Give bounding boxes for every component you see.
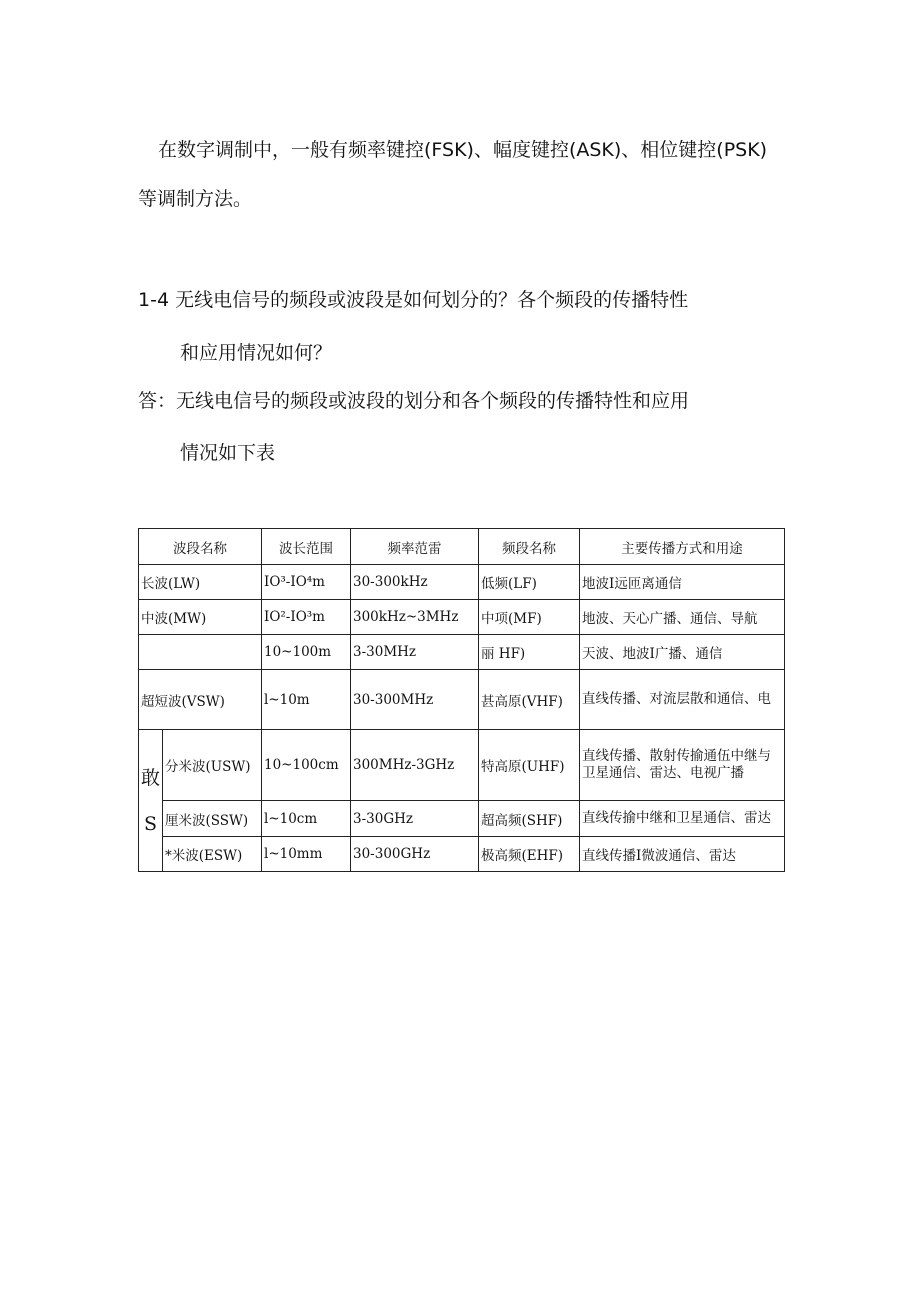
cell-name: *米波(ESW) xyxy=(163,837,262,872)
cell-usage: 直线传揄中继和卫星通信、雷达 xyxy=(580,801,785,837)
intro-line-1: 在数字调制中，一般有频率键控(FSK)、幅度键控(ASK)、相位键控(PSK) xyxy=(158,139,768,161)
cell-name: 中波(MW) xyxy=(139,600,262,635)
cell-band: 中项(MF) xyxy=(479,600,580,635)
table-row xyxy=(139,565,785,600)
header-wavelength: 波长范围 xyxy=(262,529,351,565)
cell-band: 丽 HF) xyxy=(479,635,580,670)
answer-line-1: 答：无线电信号的频段或波段的划分和各个频段的传播特性和应用 xyxy=(138,390,690,412)
table-row xyxy=(139,635,785,670)
cell-usage: 直线传播I微波通信、雷达 xyxy=(580,837,785,872)
cell-band: 甚高原(VHF) xyxy=(479,670,580,730)
group-label-top: 敢 xyxy=(140,766,160,789)
cell-frequency: 3-30MHz xyxy=(351,635,479,670)
cell-frequency: 30-300MHz xyxy=(351,670,479,730)
table-row xyxy=(139,670,785,730)
header-usage: 主要传播方式和用途 xyxy=(580,529,785,565)
cell-frequency: 30-300GHz xyxy=(351,837,479,872)
cell-band: 低频(LF) xyxy=(479,565,580,600)
cell-frequency: 30-300kHz xyxy=(351,565,479,600)
microwave-group-label xyxy=(139,730,163,872)
cell-frequency: 300MHz-3GHz xyxy=(351,730,479,801)
table-row xyxy=(139,837,785,872)
cell-wavelength: 10~100m xyxy=(262,635,351,670)
cell-wavelength: IO³-IO⁴m xyxy=(262,565,351,600)
cell-usage: 直线传播、散射传揄通伍中继与卫星通信、雷达、电视广播 xyxy=(580,730,785,801)
cell-name xyxy=(139,635,262,670)
cell-usage: 地波I远匝离通信 xyxy=(580,565,785,600)
cell-name: 厘米波(SSW) xyxy=(163,801,262,837)
cell-frequency: 300kHz~3MHz xyxy=(351,600,479,635)
cell-usage: 地波、天心广播、通信、导航 xyxy=(580,600,785,635)
cell-band: 特高原(UHF) xyxy=(479,730,580,801)
cell-usage: 直线传播、对流层散和通信、电 xyxy=(580,670,785,730)
cell-frequency: 3-30GHz xyxy=(351,801,479,837)
cell-wavelength: IO²-IO³m xyxy=(262,600,351,635)
cell-wavelength: l~10m xyxy=(262,670,351,730)
question-line-2: 和应用情况如何？ xyxy=(180,342,333,364)
frequency-band-table xyxy=(138,528,785,872)
intro-line-2: 等调制方法。 xyxy=(138,188,253,210)
header-band-name: 波段名称 xyxy=(139,529,262,565)
cell-wavelength: l~10mm xyxy=(262,837,351,872)
cell-band: 极高频(EHF) xyxy=(479,837,580,872)
cell-wavelength: l~10cm xyxy=(262,801,351,837)
table-row xyxy=(139,801,785,837)
cell-name: 分米波(USW) xyxy=(163,730,262,801)
answer-line-2: 情况如下表 xyxy=(180,442,276,464)
header-band-label: 频段名称 xyxy=(479,529,580,565)
table-row xyxy=(139,730,785,801)
cell-name: 超短波(VSW) xyxy=(139,670,262,730)
header-frequency: 频率范雷 xyxy=(351,529,479,565)
table-header-row xyxy=(139,529,785,565)
cell-name: 长波(LW) xyxy=(139,565,262,600)
cell-usage: 天波、地波I广播、通信 xyxy=(580,635,785,670)
table-row xyxy=(139,600,785,635)
cell-wavelength: 10~100cm xyxy=(262,730,351,801)
group-label-bottom: S xyxy=(143,812,158,835)
cell-band: 超高频(SHF) xyxy=(479,801,580,837)
question-line-1: 1-4 无线电信号的频段或波段是如何划分的？各个频段的传播特性 xyxy=(138,289,689,311)
